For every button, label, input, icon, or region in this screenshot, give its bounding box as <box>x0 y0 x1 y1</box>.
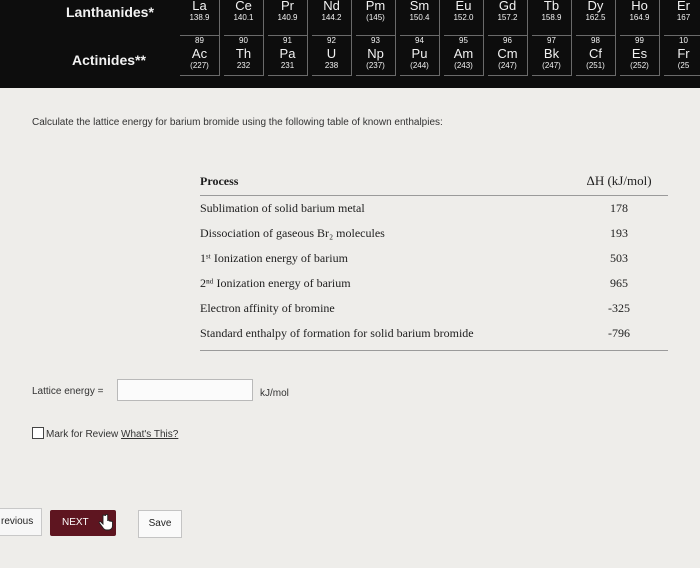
element-cell <box>532 36 572 76</box>
element-symbol: Cf <box>589 46 602 61</box>
element-mass: 144.2 <box>321 13 342 22</box>
element-number: 97 <box>547 36 556 45</box>
process-cell: 1ˢᵗ Ionization energy of barium <box>200 251 348 265</box>
save-button[interactable]: Save <box>138 510 182 538</box>
element-mass: 138.9 <box>189 13 210 22</box>
enthalpy-value: 965 <box>610 276 628 290</box>
element-mass: 162.5 <box>585 13 606 22</box>
element-symbol: Es <box>631 46 648 61</box>
enthalpy-table <box>200 167 668 351</box>
answer-label: Lattice energy = <box>32 386 104 397</box>
element-cell <box>312 36 352 76</box>
enthalpy-value: 178 <box>610 201 628 215</box>
enthalpy-value: -325 <box>608 301 630 315</box>
answer-unit: kJ/mol <box>260 388 289 399</box>
element-cell <box>356 36 396 76</box>
header-delta-h: ΔH (kJ/mol) <box>586 173 652 188</box>
element-mass: 231 <box>280 61 295 70</box>
element-cell <box>356 0 396 36</box>
element-mass: 157.2 <box>497 13 518 22</box>
element-number: 99 <box>635 36 644 45</box>
element-mass: 140.9 <box>277 13 298 22</box>
enthalpy-value: 503 <box>610 251 628 265</box>
element-symbol: Pr <box>281 0 294 13</box>
process-cell: 2ⁿᵈ Ionization energy of barium <box>200 276 351 290</box>
table-row <box>200 296 668 321</box>
element-symbol: Nd <box>323 0 340 13</box>
process-cell: Dissociation of gaseous Br₂ molecules <box>200 226 385 240</box>
whats-this-link[interactable]: What's This? <box>121 429 179 440</box>
enthalpy-value: 193 <box>610 226 628 240</box>
element-cell <box>532 0 572 36</box>
element-number: 98 <box>591 36 600 45</box>
element-cell <box>488 36 528 76</box>
element-mass: (247) <box>542 61 561 70</box>
table-row <box>200 246 668 271</box>
table-row <box>200 321 668 346</box>
element-symbol: Gd <box>498 0 517 13</box>
element-symbol: Er <box>677 0 690 13</box>
element-symbol: Tb <box>543 0 560 13</box>
header-process: Process <box>200 174 239 188</box>
element-number: 10 <box>679 36 688 45</box>
element-cell <box>224 36 264 76</box>
process-cell: Electron affinity of bromine <box>200 301 335 315</box>
process-cell: Standard enthalpy of formation for solid barium bromide <box>200 326 474 340</box>
element-cell <box>400 36 440 76</box>
enthalpy-value: -796 <box>608 326 630 340</box>
next-button[interactable]: NEXT <box>50 510 116 536</box>
element-mass: (244) <box>410 61 429 70</box>
pointer-hand-icon <box>98 514 114 532</box>
element-cell <box>664 36 700 76</box>
element-symbol: Pa <box>279 46 296 61</box>
element-cell <box>268 0 308 36</box>
element-mass: 150.4 <box>409 13 430 22</box>
element-number: 90 <box>239 36 248 45</box>
review-label: Mark for Review <box>46 429 119 440</box>
mark-for-review[interactable] <box>32 427 178 440</box>
element-mass: (243) <box>454 61 473 70</box>
element-mass: 158.9 <box>541 13 562 22</box>
element-number: 92 <box>327 36 336 45</box>
element-number: 96 <box>503 36 512 45</box>
periodic-table-strip <box>0 0 700 88</box>
element-symbol: Eu <box>455 0 472 13</box>
table-divider <box>200 350 668 351</box>
element-symbol: La <box>192 0 207 13</box>
lanthanides-label: Lanthanides* <box>66 4 154 20</box>
element-symbol: Ce <box>235 0 252 13</box>
element-mass: (145) <box>366 13 385 22</box>
element-cell <box>268 36 308 76</box>
question-prompt: Calculate the lattice energy for barium bromide using the following table of known enthalpies: <box>32 117 443 128</box>
table-body <box>200 196 668 346</box>
process-cell: Sublimation of solid barium metal <box>200 201 365 215</box>
element-symbol: Am <box>453 46 474 61</box>
element-cell <box>180 0 220 36</box>
element-symbol: Sm <box>409 0 430 13</box>
element-symbol: Th <box>235 46 252 61</box>
element-symbol: Ho <box>631 0 648 13</box>
element-cell <box>312 0 352 36</box>
element-mass: 167 <box>676 13 691 22</box>
element-cell <box>224 0 264 36</box>
element-cell <box>488 0 528 36</box>
element-mass: 164.9 <box>629 13 650 22</box>
element-symbol: Np <box>367 46 384 61</box>
element-symbol: Pu <box>411 46 428 61</box>
element-cell <box>576 36 616 76</box>
element-symbol: Bk <box>543 46 560 61</box>
element-mass: (252) <box>630 61 649 70</box>
review-checkbox[interactable] <box>32 427 44 439</box>
element-number: 95 <box>459 36 468 45</box>
element-mass: 140.1 <box>233 13 254 22</box>
element-cell <box>620 36 660 76</box>
element-cell <box>620 0 660 36</box>
element-symbol: Dy <box>587 0 604 13</box>
element-symbol: U <box>326 46 337 61</box>
element-mass: (237) <box>366 61 385 70</box>
element-number: 91 <box>283 36 292 45</box>
table-row <box>200 196 668 221</box>
table-row <box>200 221 668 246</box>
element-symbol: Pm <box>365 0 386 13</box>
table-row <box>200 271 668 296</box>
element-number: 89 <box>195 36 204 45</box>
element-mass: (247) <box>498 61 517 70</box>
element-cell <box>664 0 700 36</box>
element-mass: 238 <box>324 61 339 70</box>
element-symbol: Ac <box>191 46 208 61</box>
element-cell <box>576 0 616 36</box>
actinides-label: Actinides** <box>72 52 146 68</box>
element-symbol: Cm <box>497 46 518 61</box>
element-mass: (227) <box>190 61 209 70</box>
previous-button[interactable]: revious <box>0 508 42 536</box>
element-symbol: Fr <box>677 46 690 61</box>
element-mass: 152.0 <box>453 13 474 22</box>
lattice-energy-input[interactable] <box>117 379 253 401</box>
element-mass: 232 <box>236 61 251 70</box>
element-cell <box>180 36 220 76</box>
element-mass: (251) <box>586 61 605 70</box>
element-cell <box>400 0 440 36</box>
element-number: 93 <box>371 36 380 45</box>
element-cell <box>444 0 484 36</box>
table-header <box>200 167 668 196</box>
element-cell <box>444 36 484 76</box>
element-mass: (25 <box>677 61 690 70</box>
element-number: 94 <box>415 36 424 45</box>
